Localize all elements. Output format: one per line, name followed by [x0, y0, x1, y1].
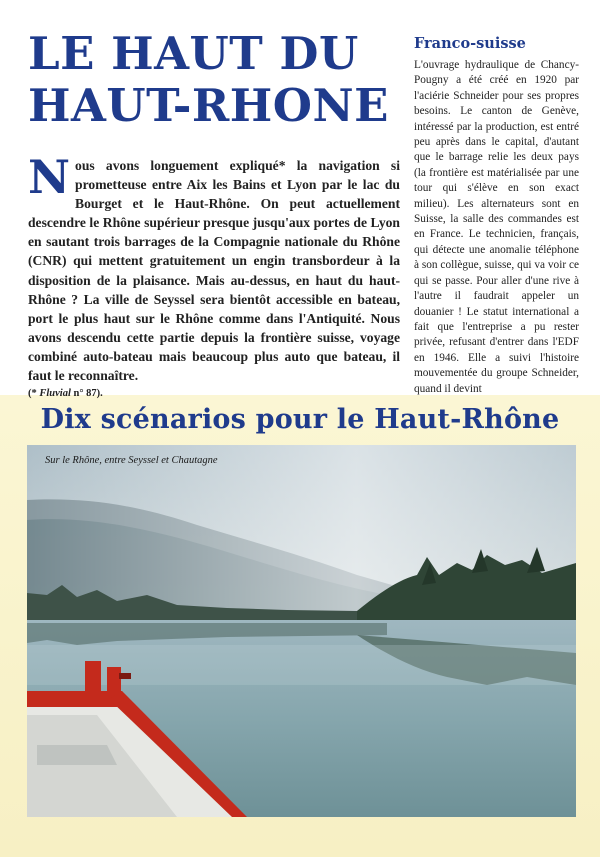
drop-cap: N — [28, 150, 71, 204]
footnote-magazine: Fluvial — [39, 388, 71, 400]
title-line-2: HAUT-RHONE — [28, 79, 389, 132]
footnote-suffix: n° 87). — [70, 388, 103, 400]
sidebar-text: L'ouvrage hydraulique de Chancy-Pougny a été créé en 1920 par l'aciérie Schneider pour ses propres besoins. Le canton de Genève, intéressé par la production, est entré peu après dans le capital, d'autant que le barrage relie les deux pays (la frontière est matérialisée par une tour qui s'élève en son exact milieu). Les alternateurs sont en Suisse, la salle des commandes est en France. Le technicien, français, qui détecte une anomalie téléphone à son collègue, suisse, qui va voir ce qui se passe. Pour aller d'une rive à l'autre il faudrait appeler un douanier ! Le statut international a fait que l'entreprise a pu rester privée, refusant d'entrer dans l'EDF en 1946. Elle a suivi l'histoire mouvementée du groupe Schneider, quand il devint — [414, 59, 579, 395]
river-photo-illustration — [27, 445, 576, 817]
footnote — [28, 386, 400, 401]
intro-text: ous avons longuement expliqué* la navigation si prometteuse entre Aix les Bains et Lyon par le lac du Bourget et le Haut-Rhône. On peut actuellement descendre le Rhône supérieur presque jusqu'aux portes de Lyon en sautant trois barrages de la Compagnie nationale du Rhône (CNR) qui mettent gratuitement un engin transbordeur à la disposition de la plaisance. Mais au-dessus, en haut du haut-Rhône ? La ville de Seyssel sera bientôt accessible en bateau, port le plus haut sur le Rhône comme dans l'Antiquité. Nous avons descendu cette partie depuis la frontière suisse, voyage combiné auto-bateau mais beaucoup plus auto que bateau, il faut le reconnaître. — [28, 158, 400, 384]
article-title — [28, 28, 408, 132]
sidebar-title: Franco-suisse — [414, 35, 526, 52]
intro-paragraph — [28, 150, 400, 401]
river-photo — [27, 445, 576, 817]
title-line-1: LE HAUT DU — [28, 27, 359, 80]
section-title: Dix scénarios pour le Haut-Rhône — [40, 404, 560, 435]
footnote-prefix: (* — [28, 388, 40, 400]
photo-caption: Sur le Rhône, entre Seyssel et Chautagne — [45, 455, 218, 466]
